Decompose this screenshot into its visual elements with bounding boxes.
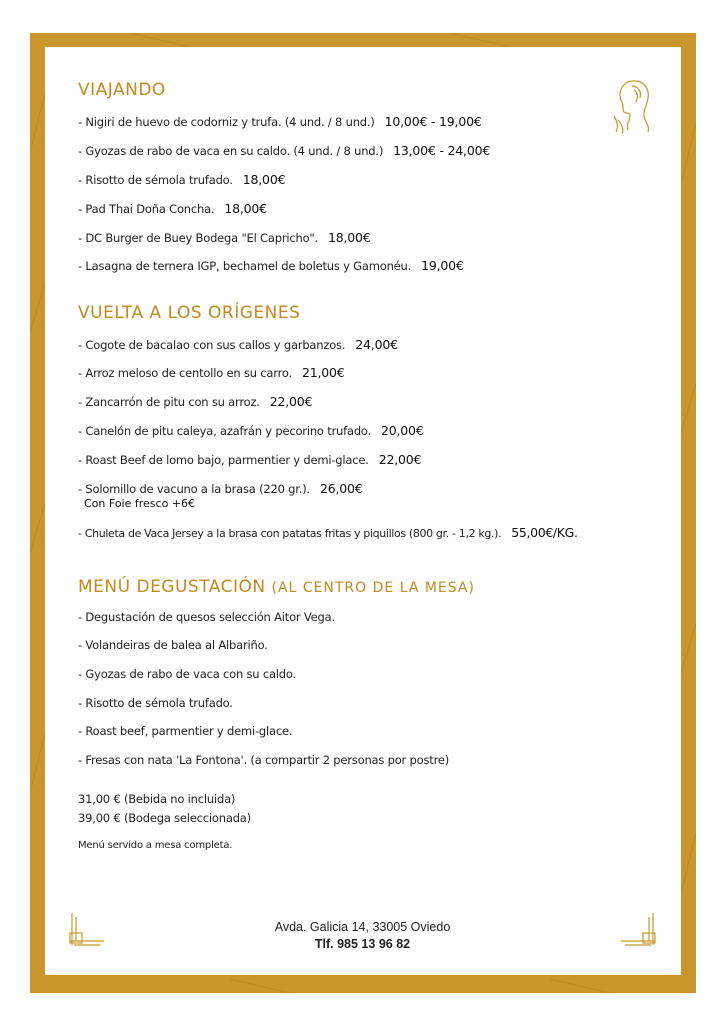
menu-item: - Canelón de pitu caleya, azafrán y pecorino trufado. 20,00€	[78, 423, 424, 438]
section-title-viajando: VIAJANDO	[78, 80, 166, 100]
menu-item: - Chuleta de Vaca Jersey a la brasa con patatas fritas y piquillos (800 gr. - 1,2 kg.). 55,00€/KG.	[78, 525, 578, 540]
menu-item: - Nigiri de huevo de codorniz y trufa. (4 und. / 8 und.) 10,00€ - 19,00€	[78, 114, 482, 129]
tasting-item: - Volandeiras de balea al Albariño.	[78, 638, 268, 652]
menu-item: - Cogote de bacalao con sus callos y garbanzos. 24,00€	[78, 337, 398, 352]
menu-item: - Gyozas de rabo de vaca en su caldo. (4 und. / 8 und.) 13,00€ - 24,00€	[78, 143, 491, 158]
menu-item: - Zancarrón de pitu con su arroz. 22,00€	[78, 394, 313, 409]
tasting-item: - Gyozas de rabo de vaca con su caldo.	[78, 667, 296, 681]
menu-item: - Arroz meloso de centollo en su carro. 21,00€	[78, 365, 345, 380]
menu-item: - Solomillo de vacuno a la brasa (220 gr.). 26,00€	[78, 481, 363, 496]
menu-item: - Lasagna de ternera IGP, bechamel de boletus y Gamonéu. 19,00€	[78, 258, 464, 273]
portrait-logo-icon	[610, 76, 656, 134]
tasting-item: - Degustación de quesos selección Aitor Vega.	[78, 610, 335, 624]
tasting-item: - Risotto de sémola trufado.	[78, 696, 233, 710]
section-subtitle: (AL CENTRO DE LA MESA)	[271, 580, 475, 596]
tasting-price: 31,00 € (Bebida no incluida)	[78, 792, 236, 806]
menu-item: - DC Burger de Buey Bodega "El Capricho". 18,00€	[78, 230, 371, 245]
menu-item: - Risotto de sémola trufado. 18,00€	[78, 172, 286, 187]
tasting-note: Menú servido a mesa completa.	[78, 840, 233, 851]
menu-item: - Pad Thai Doña Concha. 18,00€	[78, 201, 267, 216]
menu-item: - Roast Beef de lomo bajo, parmentier y demi-glace. 22,00€	[78, 452, 422, 467]
section-title-vuelta: VUELTA A LOS ORÍGENES	[78, 303, 301, 323]
tasting-item: - Roast beef, parmentier y demi-glace.	[78, 724, 293, 738]
footer-phone: Tlf. 985 13 96 82	[314, 937, 411, 951]
section-title-menu: MENÚ DEGUSTACIÓN (AL CENTRO DE LA MESA)	[78, 577, 475, 597]
footer-address: Avda. Galicia 14, 33005 Oviedo	[274, 920, 451, 934]
item-extra-note: Con Foie fresco +6€	[84, 497, 196, 510]
tasting-item: - Fresas con nata 'La Fontona'. (a compartir 2 personas por postre)	[78, 753, 450, 767]
tasting-price: 39,00 € (Bodega seleccionada)	[78, 811, 251, 825]
